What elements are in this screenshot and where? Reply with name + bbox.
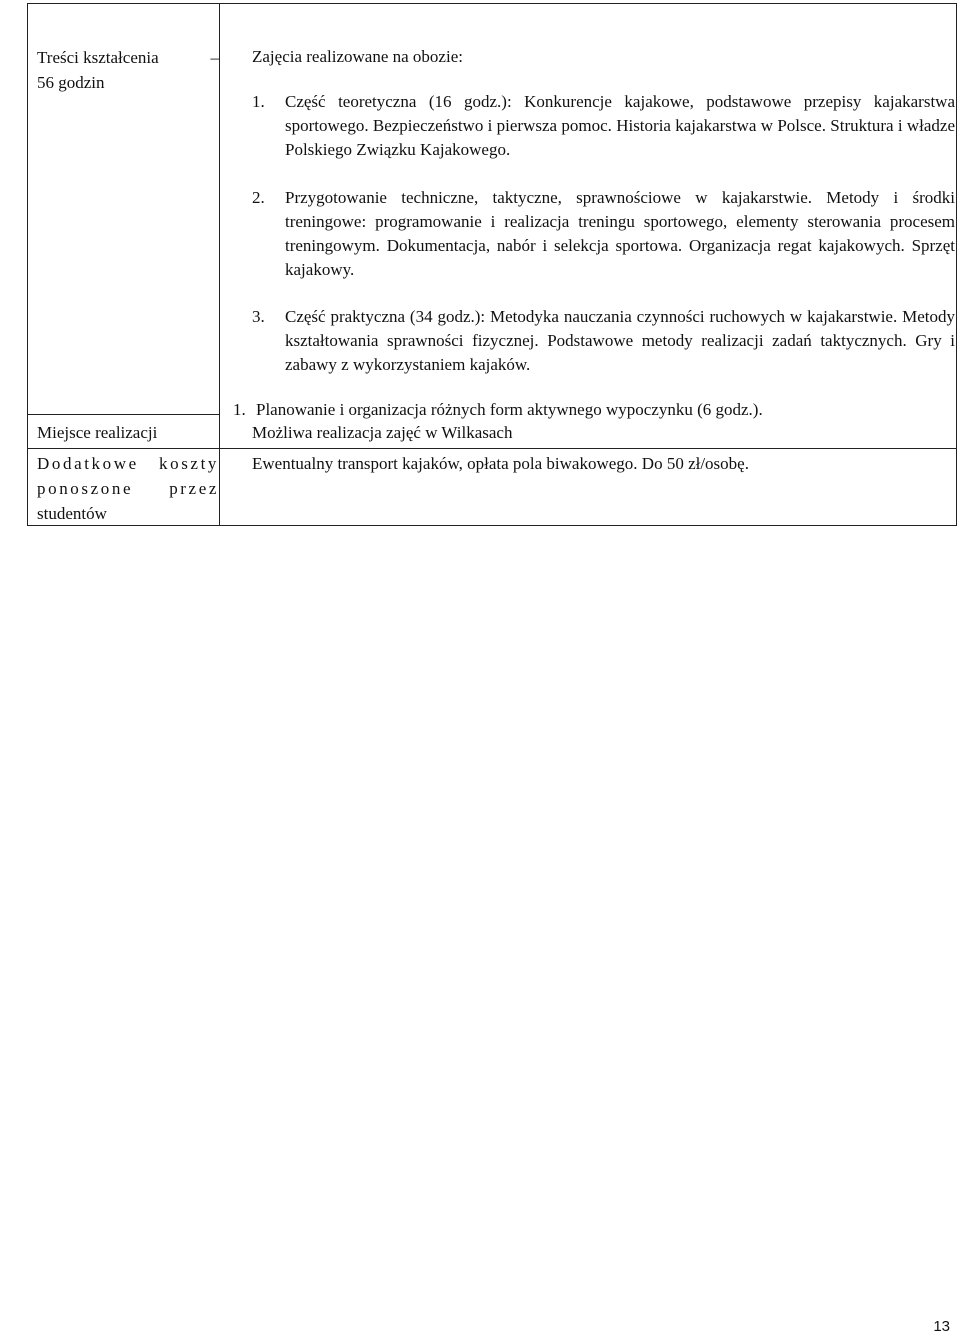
table-row-divider-2 [27, 448, 957, 449]
list-item [252, 305, 955, 377]
list-item [252, 186, 955, 282]
list-item [233, 398, 955, 422]
table-border-top [27, 3, 957, 4]
costs-label-line1: Dodatkowe koszty [37, 454, 219, 473]
list-item-text: Część praktyczna (34 godz.): Metodyka nauczania czynności ruchowych w kajakarstwie. Metody kształtowania sprawności fizycznej. Podstawowe metody realizacji zadań taktycznych. Gry i zabawy z wykorzystaniem kajaków. [285, 307, 955, 374]
list-item-text: Planowanie i organizacja różnych form aktywnego wypoczynku (6 godz.). [256, 400, 763, 419]
costs-label-line3: studentów [37, 504, 107, 523]
place-value: Możliwa realizacja zajęć w Wilkasach [252, 423, 513, 442]
topic-label-dash: – [210, 48, 219, 67]
list-item-number: 2. [252, 188, 265, 207]
topic-label [37, 45, 219, 95]
page-number: 13 [933, 1318, 950, 1335]
costs-value: Ewentualny transport kajaków, opłata pola biwakowego. Do 50 zł/osobę. [252, 454, 749, 473]
topic-intro: Zajęcia realizowane na obozie: [252, 47, 463, 66]
list-item-text: Przygotowanie techniczne, taktyczne, sprawnościowe w kajakarstwie. Metody i środki treningowe: programowanie i realizacja treningu sportowego, elementy sterowania procesem treningowym. Dokumentacja, nabór i selekcja sportowa. Organizacja regat kajakowych. Sprzęt kajakowy. [285, 188, 955, 279]
place-label: Miejsce realizacji [37, 423, 158, 442]
list-item-number: 1. [252, 92, 265, 111]
list-item [252, 90, 955, 162]
topic-label-hours: 56 godzin [37, 73, 105, 92]
list-item-number: 3. [252, 307, 265, 326]
list-item-number: 1. [233, 400, 246, 419]
costs-label [37, 451, 219, 526]
costs-label-line2: ponoszone przez [37, 479, 219, 498]
table-row-divider-1 [27, 414, 219, 415]
list-item-text: Część teoretyczna (16 godz.): Konkurencje kajakowe, podstawowe przepisy kajakarstwa sportowego. Bezpieczeństwo i pierwsza pomoc. Historia kajakarstwa w Polsce. Struktura i władze Polskiego Związku Kajakowego. [285, 92, 955, 159]
topic-label-text: Treści kształcenia [37, 48, 159, 67]
